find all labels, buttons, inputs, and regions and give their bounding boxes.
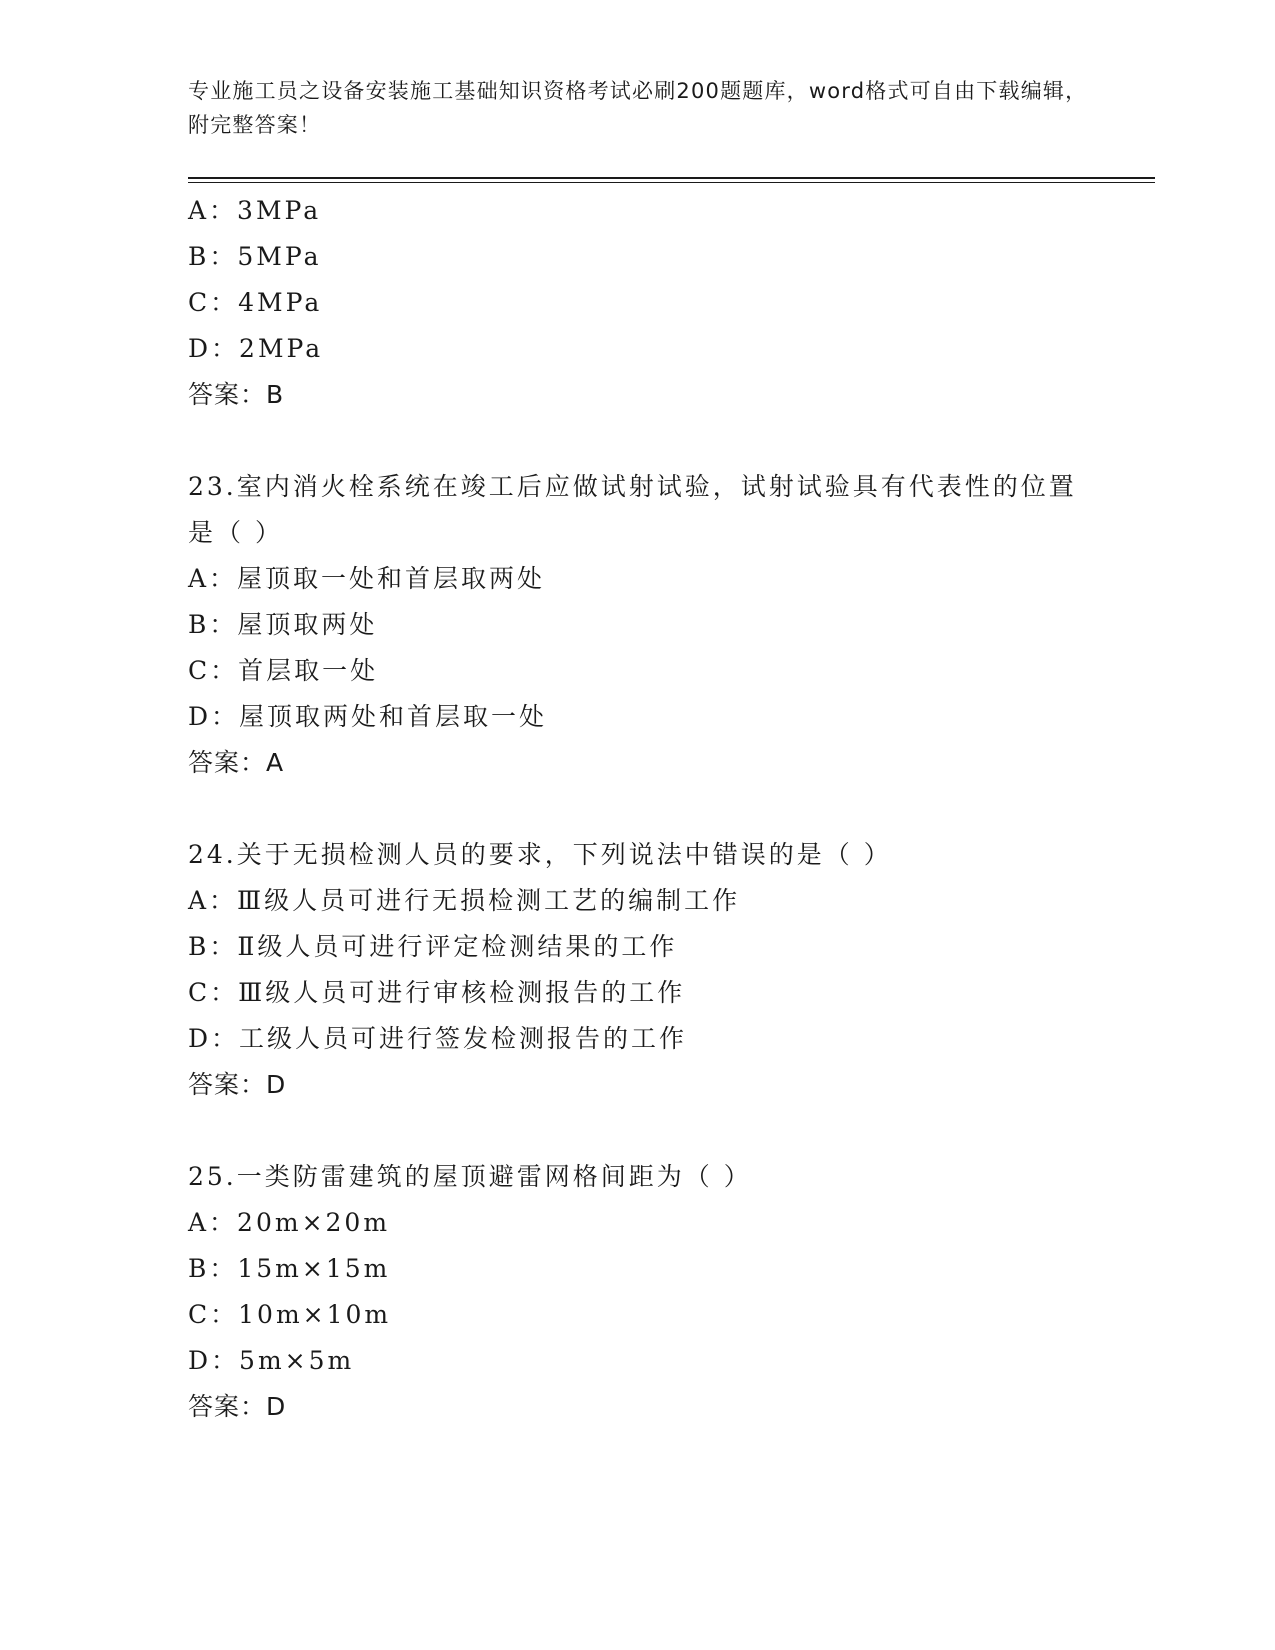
spacer (188, 786, 1148, 832)
option-d: D：2MPa (188, 334, 324, 363)
option-d: D：屋顶取两处和首层取一处 (188, 702, 548, 731)
header-rule-thick (188, 177, 1155, 179)
option-c: C：Ⅲ级人员可进行审核检测报告的工作 (188, 978, 686, 1007)
question-text: 24.关于无损检测人员的要求，下列说法中错误的是（ ） (188, 840, 892, 869)
question-block-22 (188, 188, 1148, 418)
option-b: B：Ⅱ级人员可进行评定检测结果的工作 (188, 932, 678, 961)
option-b: B：屋顶取两处 (188, 610, 378, 639)
option-a: A：20m×20m (188, 1208, 391, 1237)
spacer (188, 1108, 1148, 1154)
question-block-23 (188, 464, 1148, 786)
option-a: A：Ⅲ级人员可进行无损检测工艺的编制工作 (188, 886, 741, 915)
header-rule-thin (188, 182, 1155, 183)
option-c: C：10m×10m (188, 1300, 392, 1329)
option-d: D：5m×5m (188, 1346, 355, 1375)
answer-line: 答案：B (188, 380, 285, 409)
question-block-25 (188, 1154, 1148, 1430)
option-b: B：15m×15m (188, 1254, 391, 1283)
option-b: B：5MPa (188, 242, 322, 271)
answer-line: 答案：D (188, 1070, 287, 1099)
option-d: D：工级人员可进行签发检测报告的工作 (188, 1024, 688, 1053)
option-a: A：屋顶取一处和首层取两处 (188, 564, 546, 593)
question-text: 25.一类防雷建筑的屋顶避雷网格间距为（ ） (188, 1162, 752, 1191)
document-header: 专业施工员之设备安装施工基础知识资格考试必刷200题题库，word格式可自由下载编辑，附完整答案！ (188, 79, 1088, 137)
option-c: C：4MPa (188, 288, 323, 317)
option-a: A：3MPa (188, 196, 322, 225)
option-c: C：首层取一处 (188, 656, 379, 685)
question-block-24 (188, 832, 1148, 1108)
spacer (188, 418, 1148, 464)
question-text: 23.室内消火栓系统在竣工后应做试射试验，试射试验具有代表性的位置是（ ） (188, 472, 1077, 547)
question-list (188, 188, 1148, 1430)
answer-line: 答案：D (188, 1392, 287, 1421)
answer-line: 答案：A (188, 748, 285, 777)
